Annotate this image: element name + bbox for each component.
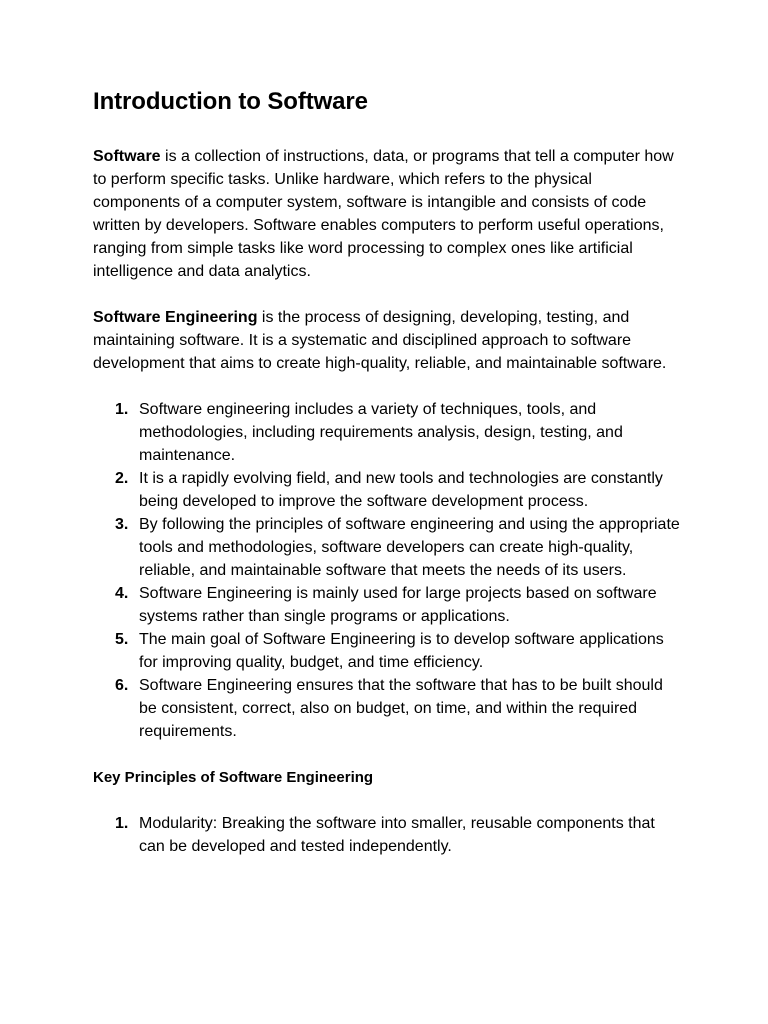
list-item-text: Software Engineering is mainly used for large projects based on software systems rather than single programs or applications.: [139, 585, 657, 625]
document-page: [93, 86, 683, 858]
list-item: [93, 628, 683, 674]
list-item-text: The main goal of Software Engineering is to develop software applications for improving quality, budget, and time efficiency.: [139, 631, 664, 671]
page-title: Introduction to Software: [93, 88, 368, 115]
list-item-text: It is a rapidly evolving field, and new tools and technologies are constantly being developed to improve the software development process.: [139, 470, 663, 510]
list-item: [93, 398, 683, 467]
list-item-text: Software Engineering ensures that the software that has to be built should be consistent, correct, also on budget, on time, and within the required requirements.: [139, 677, 663, 740]
list-number: 1.: [115, 401, 129, 418]
intro-text: is a collection of instructions, data, or programs that tell a computer how to perform specific tasks. Unlike hardware, which refers to the physical components of a computer system, software is intangible and consists of code written by developers. Software enables computers to perform useful operations, ranging from simple tasks like word processing to complex ones like artificial intelligence and data analytics.: [93, 148, 674, 280]
list-item-text: By following the principles of software engineering and using the appropriate tools and methodologies, software developers can create high-quality, reliable, and maintainable software that meets the needs of its users.: [139, 516, 680, 579]
definition-text: is the process of designing, developing, testing, and maintaining software. It is a systematic and disciplined approach to software development that aims to create high-quality, reliable, and maintainable software.: [93, 309, 667, 372]
definition-term: Software Engineering: [93, 309, 258, 326]
list-number: 4.: [115, 585, 129, 602]
intro-term: Software: [93, 148, 161, 165]
definition-paragraph: [93, 306, 683, 375]
list-item: [93, 582, 683, 628]
points-list: [93, 398, 683, 743]
principles-list: [93, 812, 683, 858]
list-item-text: Software engineering includes a variety of techniques, tools, and methodologies, including requirements analysis, design, testing, and maintenance.: [139, 401, 623, 464]
list-number: 1.: [115, 815, 129, 832]
list-item: [93, 812, 683, 858]
principles-heading: Key Principles of Software Engineering: [93, 769, 374, 786]
list-item-text: Modularity: Breaking the software into smaller, reusable components that can be developed and tested independently.: [139, 815, 655, 855]
list-number: 2.: [115, 470, 129, 487]
list-item: [93, 467, 683, 513]
list-number: 6.: [115, 677, 129, 694]
list-item: [93, 674, 683, 743]
list-number: 5.: [115, 631, 129, 648]
intro-paragraph: [93, 145, 683, 283]
list-number: 3.: [115, 516, 129, 533]
list-item: [93, 513, 683, 582]
